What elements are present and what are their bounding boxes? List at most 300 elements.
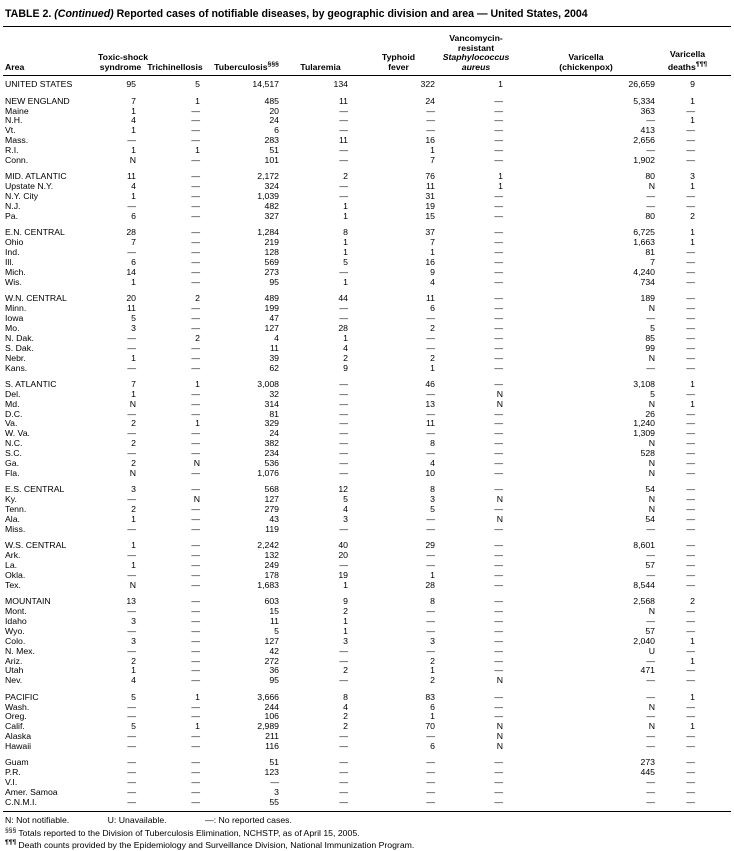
value-cell: 14 [126,267,136,277]
value-cell: 1 [498,79,503,90]
value-cell: 31 [425,192,435,202]
value-cell: — [494,304,503,314]
value-cell: 1 [690,722,695,732]
value-cell: N [496,732,503,742]
table-row [3,334,731,344]
value-cell: 1 [430,146,435,156]
value-cell: 80 [645,171,655,182]
value-cell: — [339,378,348,389]
value-cell: — [686,192,695,202]
value-cell: 219 [264,238,279,248]
table-row [3,712,731,722]
table-row [3,657,731,667]
value-cell: — [191,136,200,146]
value-cell: — [494,126,503,136]
value-cell: 7 [131,95,136,106]
value-cell: 5 [131,722,136,732]
table-row [3,686,731,702]
table-number: TABLE 2. [5,8,52,20]
value-cell: — [494,146,503,156]
value-cell: 2,242 [257,540,279,551]
value-cell: 5 [343,258,348,268]
area-cell: Ohio [5,238,24,248]
value-cell: — [494,788,503,798]
table-row [3,449,731,459]
value-cell: 6 [131,212,136,222]
value-cell: 7 [131,378,136,389]
value-cell: — [686,570,695,580]
value-cell: — [191,126,200,136]
value-cell: — [191,409,200,419]
table-row [3,525,731,535]
value-cell: — [191,323,200,333]
column-header-line: Staphylococcus [442,52,510,63]
value-cell: 2 [131,656,136,666]
value-cell: 5 [195,79,200,90]
value-cell: 273 [640,757,655,768]
value-cell: 54 [645,514,655,524]
value-cell: 1 [498,182,503,192]
value-cell: — [127,768,136,778]
value-cell: — [686,798,695,808]
area-cell: S. ATLANTIC [5,378,57,389]
value-cell: — [494,626,503,636]
area-cell: Kans. [5,363,28,373]
value-cell: — [127,202,136,212]
value-cell: 314 [264,399,279,409]
value-cell: 1 [690,656,695,666]
value-cell: — [686,258,695,268]
value-cell: — [686,524,695,534]
value-cell: — [494,702,503,712]
table-continued-label: (Continued) [54,8,114,20]
value-cell: 42 [269,646,279,656]
value-cell: 3 [131,636,136,646]
value-cell: 4,240 [633,267,655,277]
value-cell: N [648,399,655,409]
value-cell: — [191,353,200,363]
value-cell: — [127,778,136,788]
area-cell: Maine [5,106,29,116]
column-header-line: Area [5,61,25,72]
value-cell: 1 [690,116,695,126]
value-cell: — [686,459,695,469]
area-cell: E.N. CENTRAL [5,227,65,238]
value-cell: — [191,607,200,616]
value-cell: 1,309 [633,429,655,439]
value-cell: 7 [650,258,655,268]
value-cell: — [686,333,695,343]
table-group-8 [3,591,731,687]
value-cell: — [494,192,503,202]
value-cell: 3 [690,171,695,182]
area-cell: Mass. [5,136,29,146]
value-cell: — [426,514,435,524]
value-cell: — [339,304,348,314]
value-cell: — [646,732,655,742]
value-cell: 1 [690,227,695,238]
value-cell: — [127,551,136,561]
value-cell: — [339,192,348,202]
value-cell: — [127,732,136,742]
value-cell: 413 [640,126,655,136]
table-row [3,268,731,278]
legend-no-reported-cases: —: No reported cases. [205,815,292,825]
value-cell: 1 [343,333,348,343]
value-cell: — [339,468,348,478]
table-row [3,222,731,238]
area-cell: Md. [5,399,20,409]
value-cell: 9 [343,596,348,607]
value-cell: — [494,580,503,590]
value-cell: N [129,468,136,478]
value-cell: U [648,646,655,656]
value-cell: 568 [264,484,279,495]
table-row [3,788,731,798]
column-header-line: Tularemia [300,61,341,72]
value-cell: — [686,248,695,258]
value-cell: 11 [425,182,435,192]
value-cell: 4 [274,333,279,343]
value-cell: — [191,666,200,676]
value-cell: 327 [264,212,279,222]
area-cell: Conn. [5,156,29,166]
value-cell: — [426,106,435,116]
value-cell: 46 [425,378,435,389]
value-cell: — [686,768,695,778]
value-cell: — [686,676,695,686]
value-cell: 37 [425,227,435,238]
value-cell: 24 [269,116,279,126]
value-cell: 2 [430,323,435,333]
value-cell: 2 [430,353,435,363]
value-cell: — [191,626,200,636]
value-cell: — [191,399,200,409]
value-cell: 1 [343,616,348,626]
value-cell: — [494,560,503,570]
value-cell: — [339,182,348,192]
value-cell: — [494,116,503,126]
table-row [3,571,731,581]
value-cell: 2 [343,666,348,676]
value-cell: 8 [343,227,348,238]
value-cell: — [339,126,348,136]
value-cell: 99 [645,343,655,353]
value-cell: 132 [264,551,279,561]
value-cell: — [686,646,695,656]
area-cell: E.S. CENTRAL [5,484,65,495]
value-cell: — [191,116,200,126]
value-cell: 85 [645,333,655,343]
value-cell: — [686,626,695,636]
value-cell: — [686,702,695,712]
value-cell: — [191,646,200,656]
value-cell: 51 [269,757,279,768]
value-cell: — [646,788,655,798]
value-cell: 1 [690,95,695,106]
value-cell: 1 [343,202,348,212]
value-cell: 5 [274,626,279,636]
value-cell: — [646,524,655,534]
value-cell: 26,659 [628,79,655,90]
table-group-5 [3,373,731,478]
value-cell: — [494,95,503,106]
value-cell: 4 [131,116,136,126]
value-cell: 178 [264,570,279,580]
value-cell: — [339,146,348,156]
value-cell: 20 [269,106,279,116]
value-cell: — [494,238,503,248]
value-cell: — [646,146,655,156]
area-cell: W.N. CENTRAL [5,293,67,304]
value-cell: — [191,742,200,752]
area-cell: Mont. [5,607,27,616]
value-cell: — [426,607,435,616]
value-cell: — [494,616,503,626]
table-group-4 [3,288,731,374]
value-cell: 1 [131,353,136,363]
value-cell: — [494,484,503,495]
value-cell: — [127,333,136,343]
value-cell: 11 [126,304,136,314]
value-cell: — [191,514,200,524]
value-cell: 1 [195,722,200,732]
value-cell: — [127,712,136,722]
value-cell: 32 [269,389,279,399]
value-cell: — [127,409,136,419]
value-cell: N [129,156,136,166]
value-cell: 489 [264,293,279,304]
value-cell: — [686,126,695,136]
value-cell: — [686,146,695,156]
value-cell: — [494,656,503,666]
value-cell: — [494,378,503,389]
value-cell: 273 [264,267,279,277]
value-cell: N [648,702,655,712]
value-cell: 324 [264,182,279,192]
value-cell: 3 [343,514,348,524]
value-cell: — [191,551,200,561]
value-cell: — [191,277,200,287]
value-cell: 1 [195,691,200,702]
table-row [3,469,731,479]
table-row [3,581,731,591]
value-cell: — [494,712,503,722]
value-cell: N [648,505,655,515]
value-cell: 1 [430,248,435,258]
value-cell: 13 [425,399,435,409]
value-cell: — [494,666,503,676]
value-cell: — [191,212,200,222]
value-cell: 1,240 [633,419,655,429]
value-cell: 1,902 [633,156,655,166]
value-cell: — [494,333,503,343]
value-cell: — [686,389,695,399]
value-cell: — [339,742,348,752]
value-cell: N [648,607,655,616]
table-row [3,768,731,778]
value-cell: 211 [265,732,279,742]
column-header-typhoid-fever [355,27,442,76]
value-cell: — [646,192,655,202]
value-cell: — [686,778,695,788]
value-cell: — [426,116,435,126]
area-cell: Oreg. [5,712,27,722]
notifiable-diseases-table [3,27,731,812]
table-row [3,344,731,354]
area-cell: N. Mex. [5,646,35,656]
value-cell: 101 [264,156,279,166]
table-row [3,136,731,146]
value-cell: 2 [131,419,136,429]
value-cell: 24 [269,429,279,439]
value-cell: 11 [269,343,279,353]
table-row [3,419,731,429]
value-cell: 43 [269,514,279,524]
value-cell: — [339,449,348,459]
table-row [3,258,731,268]
area-cell: Pa. [5,212,19,222]
area-cell: P.R. [5,768,21,778]
value-cell: — [191,656,200,666]
column-header-varicella-deaths [662,27,731,76]
table-row [3,479,731,495]
value-cell: 127 [264,323,279,333]
legend-not-notifiable: N: Not notifiable. [5,815,70,825]
value-cell: — [191,248,200,258]
value-cell: 1 [131,106,136,116]
value-cell: — [686,449,695,459]
value-cell: — [494,778,503,788]
value-cell: — [191,757,200,768]
value-cell: 11 [425,419,435,429]
value-cell: 1 [195,146,200,156]
area-cell: N.C. [5,439,23,449]
area-cell: Tex. [5,580,21,590]
value-cell: — [339,313,348,323]
value-cell: — [686,313,695,323]
value-cell: 1 [690,636,695,646]
table-row [3,212,731,222]
area-cell: Amer. Samoa [5,788,58,798]
value-cell: — [686,136,695,146]
table-row [3,591,731,607]
value-cell: 127 [264,495,279,505]
value-cell: — [191,389,200,399]
value-cell: 1 [131,277,136,287]
value-cell: 4 [343,343,348,353]
value-cell: — [426,524,435,534]
value-cell: 7 [430,238,435,248]
value-cell: 47 [269,313,279,323]
value-cell: 2 [690,212,695,222]
value-cell: — [191,712,200,722]
column-header-line: syndrome [99,61,142,72]
value-cell: — [686,409,695,419]
value-cell: 2 [430,676,435,686]
value-cell: 134 [333,79,348,90]
column-header-area [3,27,98,76]
value-cell: 2,568 [633,596,655,607]
column-header-tuberculosis [207,27,286,76]
value-cell: — [191,363,200,373]
area-cell: S.C. [5,449,22,459]
value-cell: 26 [645,409,655,419]
value-cell: 1 [131,389,136,399]
value-cell: — [191,788,200,798]
value-cell: 2,172 [257,171,279,182]
table-row [3,278,731,288]
value-cell: — [686,429,695,439]
value-cell: — [339,116,348,126]
value-cell: 1 [690,691,695,702]
value-cell: 8 [343,691,348,702]
value-cell: — [339,389,348,399]
table-row [3,373,731,389]
value-cell: N [648,353,655,363]
table-row [3,364,731,374]
value-cell: — [686,732,695,742]
value-cell: — [494,106,503,116]
table-row [3,495,731,505]
value-cell: — [191,616,200,626]
value-cell: 1 [131,192,136,202]
area-cell: Vt. [5,126,16,136]
value-cell: 1 [690,182,695,192]
value-cell: — [191,580,200,590]
value-cell: 3,008 [257,378,279,389]
value-cell: 2 [690,596,695,607]
value-cell: 15 [269,607,279,616]
value-cell: 4 [343,505,348,515]
table-group-0 [3,76,731,90]
area-cell: Calif. [5,722,25,732]
value-cell: — [686,788,695,798]
value-cell: 16 [425,258,435,268]
value-cell: 382 [264,439,279,449]
area-cell: Va. [5,419,18,429]
value-cell: 106 [264,712,279,722]
value-cell: — [191,596,200,607]
value-cell: — [426,646,435,656]
value-cell: 1 [195,419,200,429]
area-cell: N.Y. City [5,192,39,202]
table-row [3,107,731,117]
value-cell: — [646,616,655,626]
value-cell: — [127,702,136,712]
value-cell: — [494,636,503,646]
table-group-9 [3,686,731,752]
area-cell: Fla. [5,468,20,478]
table-row [3,439,731,449]
area-cell: Ind. [5,248,20,258]
value-cell: 2 [343,171,348,182]
value-cell: — [494,248,503,258]
footnote-text: Death counts provided by the Epidemiology and Surveillance Division, National Immunization Program. [18,840,415,851]
value-cell: N [193,495,200,505]
value-cell: — [686,484,695,495]
value-cell: — [426,343,435,353]
value-cell: — [686,156,695,166]
area-cell: Ark. [5,551,21,561]
value-cell: — [127,626,136,636]
value-cell: — [686,419,695,429]
value-cell: N [129,580,136,590]
value-cell: 482 [264,202,279,212]
table-row [3,76,731,90]
area-cell: Ariz. [5,656,23,666]
value-cell: 1 [690,399,695,409]
